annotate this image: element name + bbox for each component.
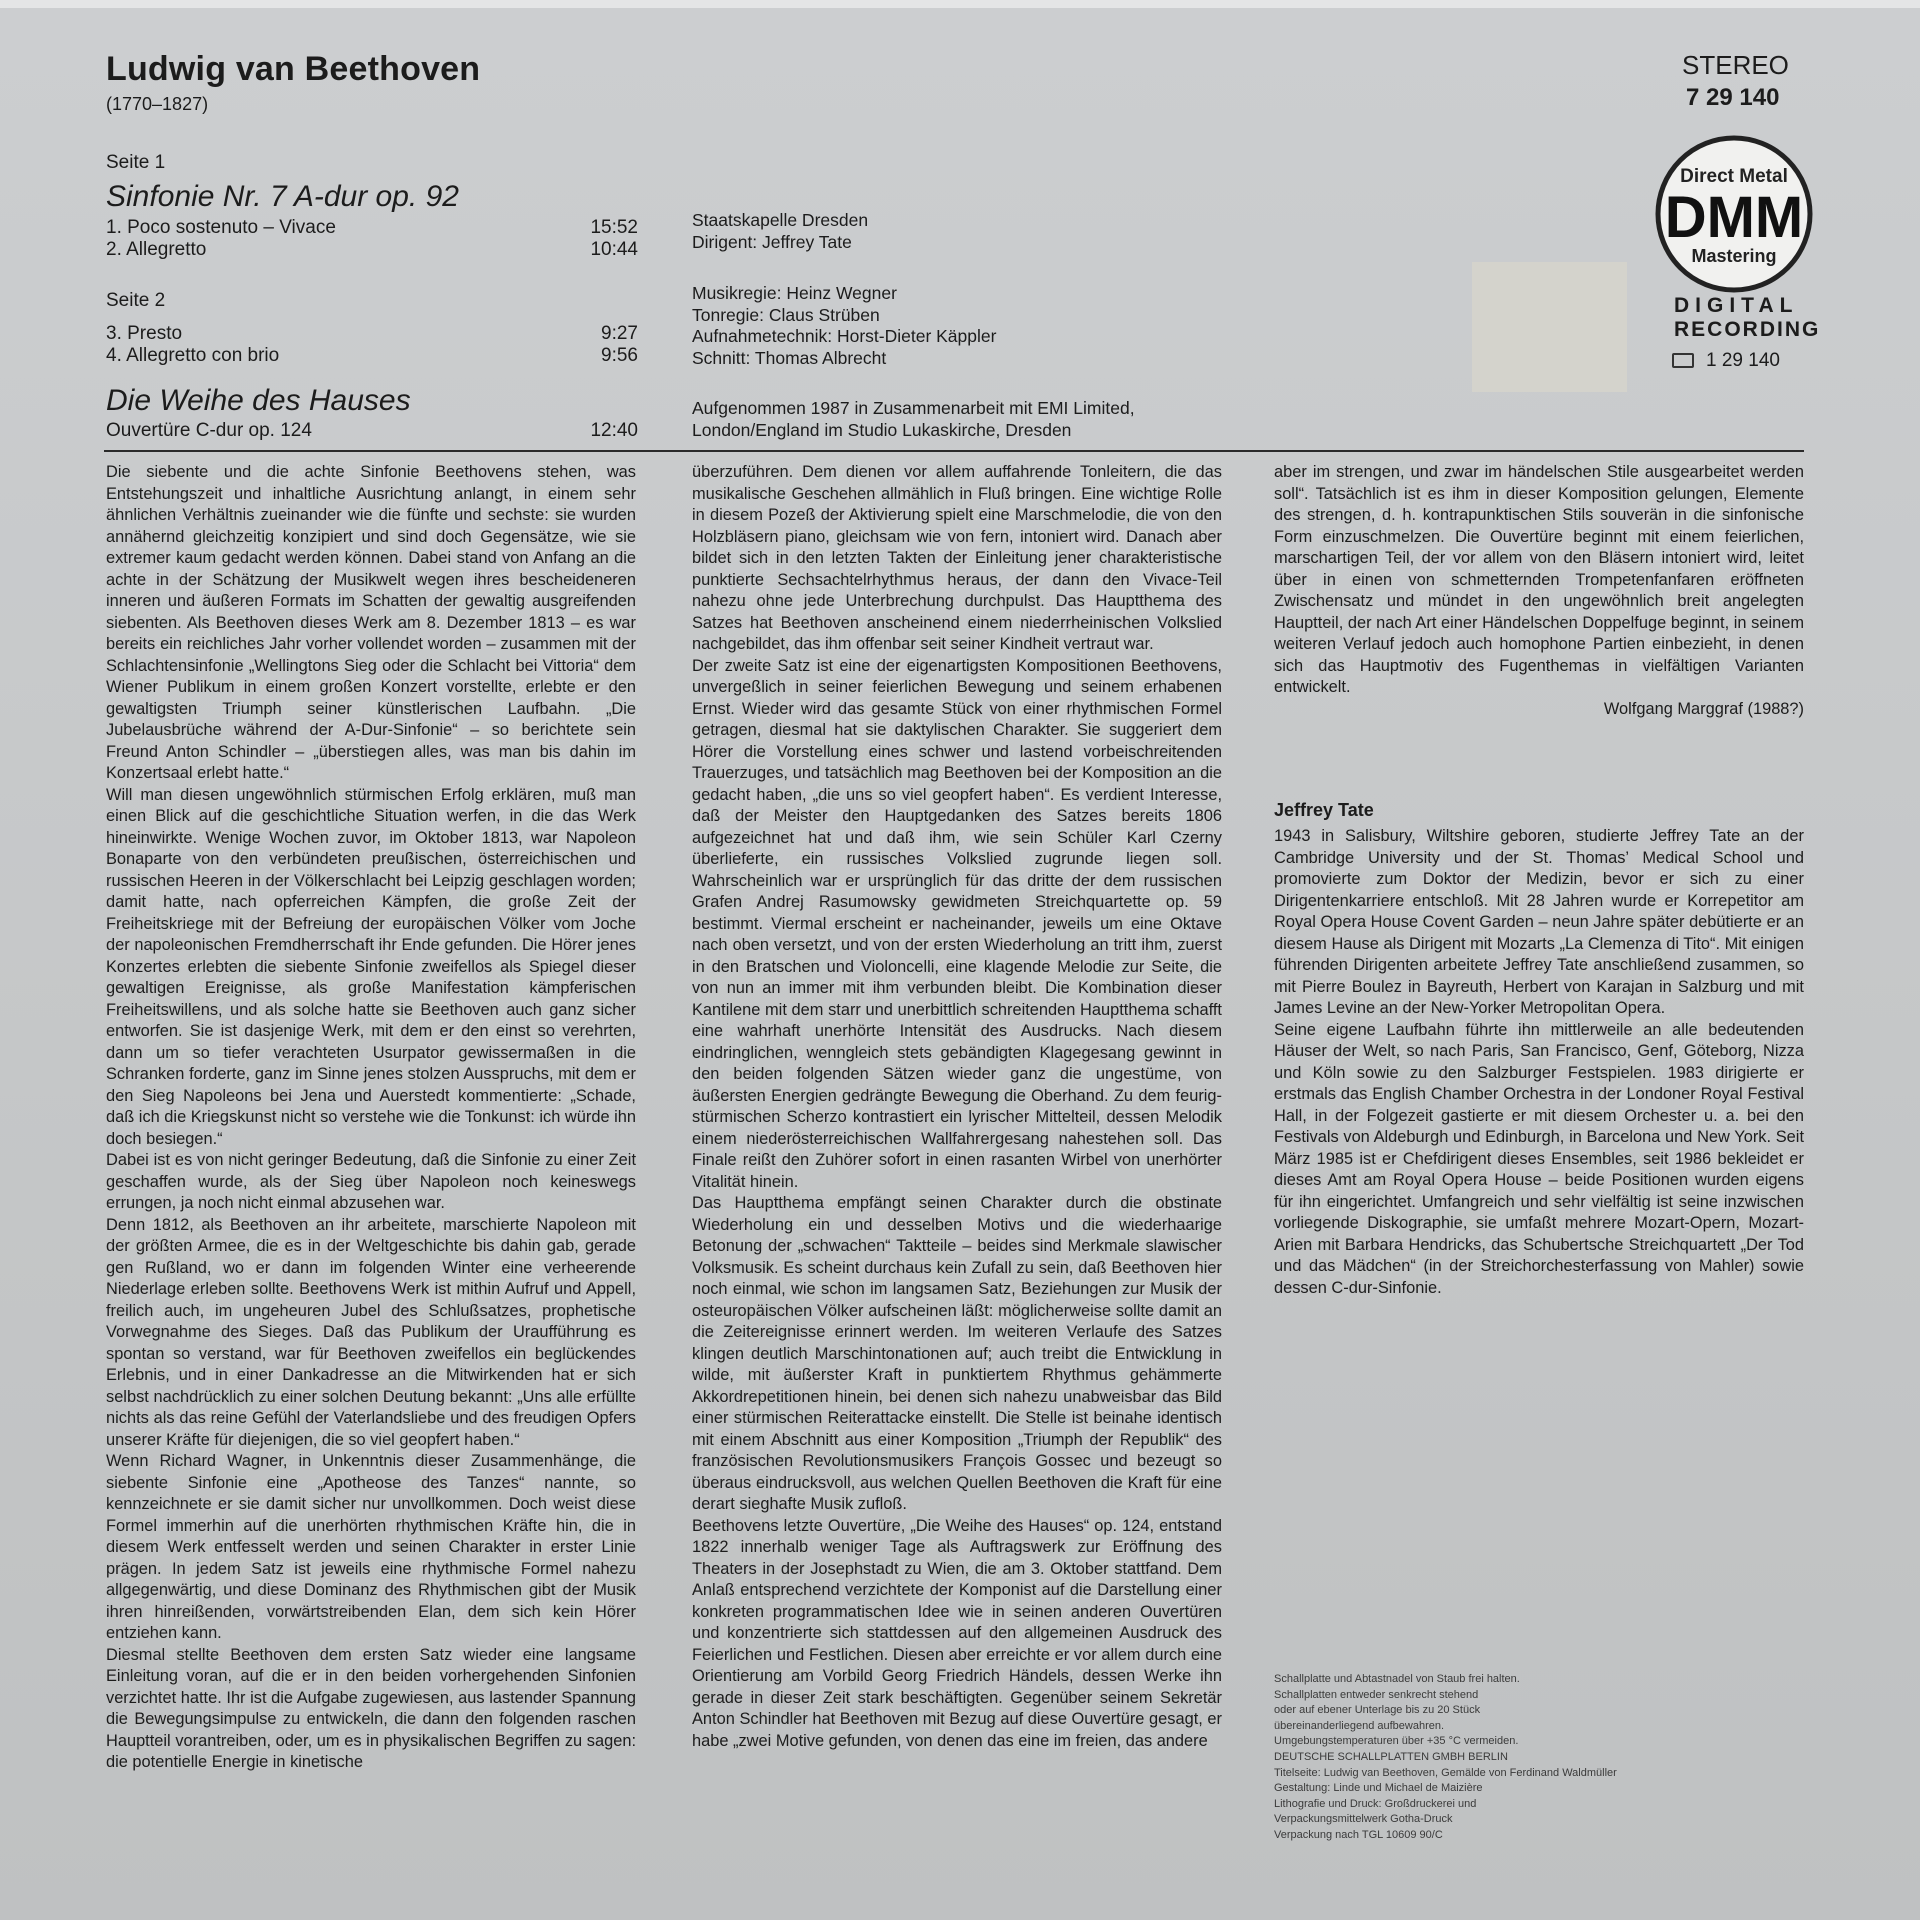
fineprint-line: DEUTSCHE SCHALLPLATTEN GMBH BERLIN — [1274, 1750, 1508, 1763]
fineprint — [1274, 1672, 1617, 1844]
side-1-label: Seite 1 — [106, 152, 166, 173]
fineprint-line: Schallplatte und Abtastnadel von Staub frei halten. — [1274, 1673, 1520, 1685]
track-duration: 9:56 — [601, 345, 638, 366]
fineprint-line: Schallplatten entweder senkrecht stehend — [1274, 1688, 1479, 1701]
credit-conductor: Dirigent: Jeffrey Tate — [692, 232, 852, 252]
bio-paragraph: 1943 in Salisbury, Wiltshire geboren, studierte Jeffrey Tate an der Cambridge University und der St. Thomas’ Medical School und promovierte zum Doktor der Medizin, bevor er sich zu einer Dirigentenkarriere entschloß. Mit 28 Jahren wurde er Korrepetitor am Royal Opera House Covent Garden – neun Jahre später debütierte er an diesem Hause als Dirigent mit Mozarts „La Clemenza di Tito“. Mit einigen führenden Dirigenten arbeitete Jeffrey Tate anschließend zusammen, so mit Pierre Boulez in Bayreuth, Herbert von Karajan in Salzburg und mit James Levine an der New-Yorker Metropolitan Opera. — [1274, 827, 1804, 1017]
track-duration: 10:44 — [590, 239, 638, 260]
bio-paragraph: Seine eigene Laufbahn führte ihn mittlerweile an alle bedeutenden Häuser der Welt, so nach Paris, San Francisco, Genf, Göteborg, Nizza und Köln sowie zu den Salzburger Festspielen. 1983 dirigierte er erstmals das English Chamber Orchestra in der Londoner Royal Festival Hall, in der Folgezeit gastierte er mit diesem Orchester u. a. bei den Festivals von Aldeburgh und Edinburgh, in Barcelona und New York. Seit März 1985 ist er Chefdirigent dieses Ensembles, seit 1986 bekleidet er dieses Amt am Royal Opera House – beide Positionen wurden eigens für ihn eingerichtet. Umfangreich und sehr vielfältig ist seine inzwischen vorliegende Diskographie, sie umfaßt mehrere Mozart-Opern, Mozart-Arien mit Barbara Hendricks, das Schubertsche Streichquartett „Der Tod und das Mädchen“ (in der Streichorchesterfassung von Mahler) sowie dessen C-dur-Sinfonie. — [1274, 1020, 1804, 1297]
dmm-logo-bottom-text: Mastering — [1691, 246, 1777, 266]
symphony-title: Sinfonie Nr. 7 A-dur op. 92 — [106, 180, 459, 213]
essay-paragraph: Will man diesen ungewöhnlich stürmischen Erfolg erklären, muß man einen Blick auf die geschichtliche Situation werfen, in die das Werk hineinwirkte. Wenige Wochen zuvor, im Oktober 1813, war Napoleon Bonaparte von den verbündeten preußischen, österreichischen und russischen Heeren in der Völkerschlacht bei Leipzig geschlagen worden; damit hatte, nach opferreichen Kämpfen, die große Zeit der Freiheitskriege mit der Befreiung der europäischen Völker vom Joche der napoleonischen Fremdherrschaft ihr Ende gefunden. Die Hörer jenes Konzertes erlebten die siebente Sinfonie zweifellos als Spiegel dieser gewaltigen Ereignisse, als große Manifestation kämpferischen Freiheitswillens, und als solche hatte sie Beethoven auch ganz sicher entworfen. Sie ist dasjenige Werk, mit dem er den einst so verehrten, dann um so tiefer verachteten Usurpator gewissermaßen in die Schranken forderte, ganz im Sinne jenes stolzen Ausspruchs, mit dem er den Sieg Napoleons bei Jena und Auerstedt kommentierte: „Schade, daß ich die Kriegskunst nicht so verstehe wie die Tonkunst: ich würde ihn doch besiegen.“ — [106, 785, 636, 1148]
track-title: 1. Poco sostenuto – Vivace — [106, 217, 336, 238]
track-title: 4. Allegretto con brio — [106, 345, 280, 366]
fineprint-line: Verpackung nach TGL 10609 90/C — [1274, 1828, 1443, 1841]
track-duration: 12:40 — [590, 420, 638, 441]
track-row — [106, 420, 638, 442]
fineprint-line: Lithografie und Druck: Großdruckerei und — [1274, 1797, 1477, 1810]
recording-note-1: Aufgenommen 1987 in Zusammenarbeit mit EMI Limited, — [692, 398, 1135, 418]
credit-orchestra: Staatskapelle Dresden — [692, 210, 869, 230]
track-row — [106, 345, 638, 367]
fineprint-line: Titelseite: Ludwig van Beethoven, Gemälde von Ferdinand Waldmüller — [1274, 1766, 1617, 1779]
track-title: 2. Allegretto — [106, 239, 207, 260]
track-row — [106, 323, 638, 345]
fineprint-line: oder auf ebener Unterlage bis zu 20 Stück — [1274, 1704, 1481, 1717]
fineprint-line: übereinanderliegend aufbewahren. — [1274, 1719, 1445, 1732]
track-duration: 15:52 — [590, 217, 638, 238]
recording-note-2: London/England im Studio Lukaskirche, Dresden — [692, 420, 1072, 440]
composer-name: Ludwig van Beethoven — [106, 50, 481, 88]
cassette-icon — [1672, 353, 1694, 368]
essay-author: Wolfgang Marggraf (1988?) — [1603, 699, 1804, 718]
essay-paragraph: Die siebente und die achte Sinfonie Beethovens stehen, was Entstehungszeit und inhaltliche Ausrichtung anlangt, in einem sehr ähnlichen Verhältnis zueinander wie die fünfte und sechste: sie wurden annähernd gleichzeitig konzipiert und sind doch Gegensätze, wie sie extremer kaum gedacht werden können. Dabei stand von Anfang an die achte in der Schätzung der Musikwelt wegen ihres bescheideneren inneren und äußeren Formats im Schatten der gewaltig ausgreifenden siebenten. Als Beethoven dieses Werk am 8. Dezember 1813 – es war bereits ein reichliches Jahr vorher vollendet worden – zusammen mit der Schlachtensinfonie „Wellingtons Sieg oder die Schlacht bei Vittoria“ dem Wiener Publikum in einem großen Konzert vorstellte, erlebte er den gewaltigsten Triumph seiner künstlerischen Laufbahn. „Die Jubelausbrüche während der A-Dur-Sinfonie“ – so berichtete sein Freund Anton Schindler – „überstiegen alles, was man bis dahin im Konzertsaal erlebt hatte.“ — [106, 463, 636, 782]
fineprint-line: Gestaltung: Linde und Michael de Maizière — [1274, 1782, 1483, 1795]
essay-paragraph: Denn 1812, als Beethoven an ihr arbeitete, marschierte Napoleon mit der größten Armee, die es in der Weltgeschichte bis dahin gab, gerade gen Rußland, wo er dann im folgenden Winter eine verheerende Niederlage erleben sollte. Beethovens Werk ist mithin Aufruf und Appell, freilich auch, im ungeheuren Jubel des Schlußsatzes, prophetische Vorwegnahme des Sieges. Daß das Publikum der Uraufführung es spontan so verstand, war für Beethoven zweifellos ein beglückendes Erlebnis, und in einer Dankadresse an die Mitwirkenden hat er sich selbst nachdrücklich zu einer solchen Deutung bekannt: „Uns alle erfüllte nichts als das reine Gefühl der Vaterlandsliebe und des freudigen Opfers unserer Kräfte für diejenigen, die so viel geopfert haben.“ — [106, 1215, 636, 1449]
essay-paragraph: Der zweite Satz ist eine der eigenartigsten Kompositionen Beethovens, unvergeßlich in seiner feierlichen Bewegung und seinem erhabenen Ernst. Wieder wird das gesamte Stück von einer rhythmischen Formel getragen, diesmal hat sie daktylischen Charakter. Sie suggeriert dem Hörer die Vorstellung eines schwer und lastend vorbeischreitenden Trauerzuges, und tatsächlich mag Beethoven bei der Komposition an die gedacht haben, „die uns so viel geopfert haben“. Es verdient Interesse, daß der Meister den Hauptgedanken des Satzes bereits 1806 aufgezeichnet hat und daß ihm, wie sein Schüler Karl Czerny überlieferte, ein russisches Volkslied zugrunde liegen soll. Wahrscheinlich war er ursprünglich für das dritte der dem russischen Grafen Andrej Rasumowsky gewidmeten Streichquartette op. 59 bestimmt. Viermal erscheint er nacheinander, jeweils um eine Oktave nach oben versetzt, und von der ersten Wiederholung an tritt ihm, zuerst in den Bratschen und Violoncelli, eine klagende Melodie zur Seite, die von nun an immer mit ihm verbunden bleibt. Die Kombination dieser Kantilene mit dem starr und unerbittlich schreitenden Hauptthema schafft eine wahrhaft unerhörte Intensität des Ausdrucks. Nach diesem eindringlichen, wenngleich stets gebändigten Klagegesang gewinnt in den beiden folgenden Sätzen wieder ganz die ungestüme, von äußersten Energien gedrängte Bewegung die Oberhand. Zu dem feurig-stürmischen Scherzo kontrastiert ein lyrischer Mittelteil, dessen Melodik einem niederösterreichischen Wallfahrergesang nahestehen soll. Das Finale reißt den Zuhörer sofort in einen rasanten Wirbel von unerhörter Vitalität hinein. — [692, 656, 1222, 1191]
track-duration: 9:27 — [601, 323, 638, 344]
credit-aufnahmetechnik: Aufnahmetechnik: Horst-Dieter Käppler — [692, 326, 997, 346]
essay-paragraph: überzuführen. Dem dienen vor allem auffahrende Tonleitern, die das musikalische Geschehen allmählich in Fluß bringen. Eine wichtige Rolle in diesem Pozeß der Aktivierung spielt eine Marschmelodie, die von den Holzbläsern piano, gleichsam wie von fern, intoniert wird. Danach aber bildet sich in den letzten Takten der Einleitung jener charakteristische punktierte Sechsachtelrhythmus heraus, der dann den Vivace-Teil nahezu ohne jede Unterbrechung durchpulst. Das Hauptthema des Satzes hat Beethoven anscheinend einem niederrheinischen Volkslied nachgebildet, das ihm offenbar seit seiner Kindheit vertraut war. — [692, 463, 1222, 653]
stereo-label: STEREO — [1682, 50, 1789, 80]
cassette-number — [1672, 350, 1780, 372]
dmm-logo-main-text: DMM — [1664, 185, 1804, 250]
bio-heading: Jeffrey Tate — [1274, 800, 1374, 820]
digital-text: DIGITAL — [1674, 294, 1799, 317]
fineprint-line: Verpackungsmittelwerk Gotha-Druck — [1274, 1813, 1453, 1826]
composer-dates: (1770–1827) — [106, 94, 209, 114]
catalog-number: 7 29 140 — [1686, 84, 1780, 111]
divider-rule — [104, 450, 1804, 452]
fineprint-line: Umgebungstemperaturen über +35 °C vermeiden. — [1274, 1735, 1519, 1748]
credit-tonregie: Tonregie: Claus Strüben — [692, 305, 880, 325]
recording-text: RECORDING — [1674, 318, 1821, 341]
credit-schnitt: Schnitt: Thomas Albrecht — [692, 348, 887, 368]
track-row — [106, 239, 638, 261]
essay-paragraph: Wenn Richard Wagner, in Unkenntnis dieser Zusammenhänge, die siebente Sinfonie eine „Apotheose des Tanzes“ nannte, so kennzeichnete er sie damit sicher nur unvollkommen. Doch weist diese Formel immerhin auf die unerhörten rhythmischen Kräfte hin, die in diesem Werk entfesselt werden und seinen Charakter in erster Linie prägen. In jedem Satz ist jeweils eine rhythmische Formel nahezu allgegenwärtig, und diese Dominanz des Rhythmischen gibt der Musik ihren hinreißenden, vorwärtstreibenden Elan, dem sich kein Hörer entziehen kann. — [106, 1452, 636, 1642]
essay-paragraph: Diesmal stellte Beethoven dem ersten Satz wieder eine langsame Einleitung voran, auf die er in den beiden vorhergehenden Sinfonien verzichtet hatte. Ihr ist die Aufgabe zugewiesen, aus lastender Spannung die Bewegungsimpulse zu entwickeln, die dann den folgenden raschen Hauptteil vorantreiben, oder, um es in physikalischen Begriffen zu sagen: die potentielle Energie in kinetische — [106, 1645, 636, 1771]
essay-paragraph: Beethovens letzte Ouvertüre, „Die Weihe des Hauses“ op. 124, entstand 1822 innerhalb weniger Tage als Auftragswerk zur Eröffnung des Theaters in der Josephstadt zu Wien, die am 3. Oktober stattfand. Dem Anlaß entsprechend verzichtete der Komponist auf die Darstellung einer konkreten programmatischen Idee wie in seinen anderen Ouvertüren und konzentrierte sich stattdessen auf den allgemeinen Ausdruck des Feierlichen und Festlichen. Diesen aber erreichte er vor allem durch eine Orientierung am Vorbild Georg Friedrich Händels, dessen Werke ihn gerade in dieser Zeit stark beschäftigten. Gegenüber seinem Sekretär Anton Schindler hat Beethoven mit Bezug auf diese Ouvertüre gesagt, er habe „zwei Motive gefunden, von denen das eine im freien, das andere — [692, 1516, 1222, 1750]
bio-text — [1274, 826, 1804, 1299]
side-2-label: Seite 2 — [106, 290, 166, 311]
essay-column-3 — [1274, 462, 1804, 720]
cassette-catalog: 1 29 140 — [1706, 350, 1780, 371]
dmm-logo-top-text: Direct Metal — [1680, 166, 1788, 187]
track-row — [106, 217, 638, 239]
essay-column-2 — [692, 462, 1222, 1752]
track-title: 3. Presto — [106, 323, 183, 344]
essay-paragraph: Dabei ist es von nicht geringer Bedeutung, daß die Sinfonie zu einer Zeit geschaffen wurde, als der Sieg über Napoleon noch keineswegs errungen, ja noch nicht einmal abzusehen war. — [106, 1151, 636, 1212]
dmm-logo-icon — [1654, 134, 1814, 294]
essay-paragraph: aber im strengen, und zwar im händelschen Stile ausgearbeitet werden soll“. Tatsächlich ist es ihm in dieser Komposition gelungen, Elemente des strengen, d. h. kontrapunktischen Stils souverän in die sinfonische Form einzuschmelzen. Die Ouvertüre beginnt mit einem feierlichen, marschartigen Teil, der vor allem von den Bläsern intoniert wird, leitet über in einen von schmetternden Trompetenfanfaren eröffneten Zwischensatz und mündet in den ungewöhnlich breit angelegten Hauptteil, der nach Art einer Händelschen Doppelfuge beginnt, in seinem weiteren Verlauf jedoch auch homophone Partien einbezieht, in denen sich das Hauptmotiv des Fugenthemas in vielfältigen Varianten entwickelt. — [1274, 463, 1804, 696]
overture-title: Die Weihe des Hauses — [106, 384, 411, 417]
digital-recording-label — [1674, 294, 1820, 342]
label-patch — [1472, 262, 1627, 392]
essay-column-1 — [106, 462, 636, 1774]
credit-musikregie: Musikregie: Heinz Wegner — [692, 283, 897, 303]
essay-paragraph: Das Hauptthema empfängt seinen Charakter durch die obstinate Wiederholung ein und desselben Motivs und die wiederhaarige Betonung der „schwachen“ Taktteile – beides sind Merkmale slawischer Volksmusik. Es scheint durchaus kein Zufall zu sein, daß Beethoven hier noch einmal, wie schon im langsamen Satz, Beziehungen zur Musik der osteuropäischen Völker aufscheinen läßt: möglicherweise sollte damit an die Zeitereignisse erinnert werden. Im weiteren Verlaufe des Satzes klingen deutlich Marschintonationen auf; auch treibt die Entwicklung in wilde, mit äußerster Kraft in punktiertem Rhythmus gehämmerte Akkordrepetitionen hinein, bei denen sich nahezu unabweisbar das Bild einer stürmischen Reiterattacke einstellt. Die Stelle ist beinahe identisch mit einem Abschnitt aus einer Komposition „Triumph der Republik“ des französischen Revolutionsmusikers François Gossec und bezeugt so überaus eindrucksvoll, aus welchen Quellen Beethoven die Kraft für eine derart sieghafte Musik zufloß. — [692, 1194, 1222, 1513]
track-title: Ouvertüre C-dur op. 124 — [106, 420, 312, 441]
